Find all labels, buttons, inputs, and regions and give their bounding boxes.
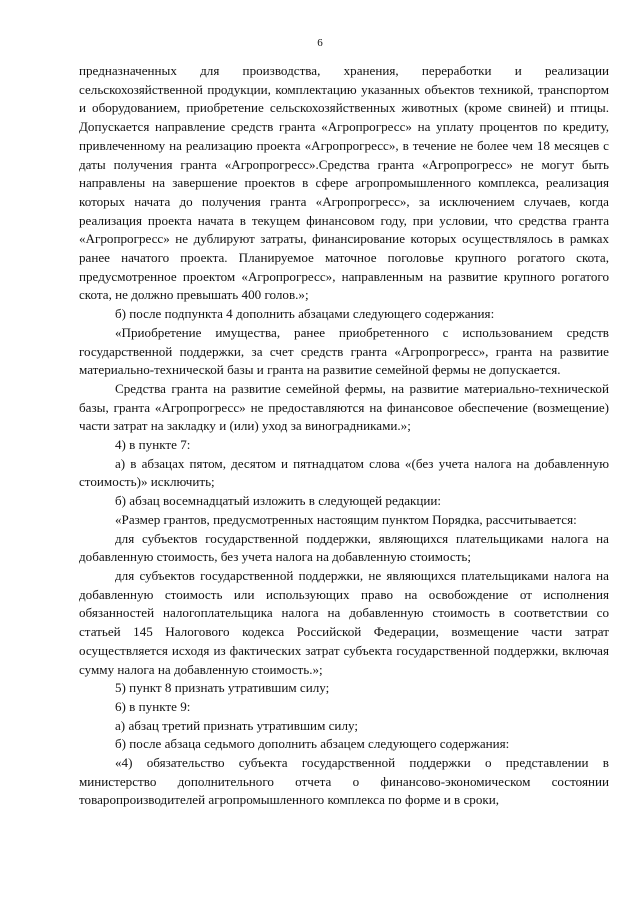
paragraph: б) после подпункта 4 дополнить абзацами следующего содержания: [115, 306, 495, 322]
paragraph: для субъектов государственной поддержки, являющихся плательщиками налога на добавленную стоимость, без учета налога на добавленную стоимость; [79, 530, 609, 565]
paragraph: 5) пункт 8 признать утратившим силу; [115, 680, 330, 696]
paragraph: «Размер грантов, предусмотренных настоящим пунктом Порядка, рассчитывается: [115, 511, 577, 527]
paragraph: б) абзац восемнадцатый изложить в следующей редакции: [115, 493, 442, 509]
paragraph: б) после абзаца седьмого дополнить абзацем следующего содержания: [115, 736, 510, 752]
paragraph: Средства гранта на развитие семейной фермы, на развитие материально-технической базы, гранта «Агропрогресс» не предоставляются на финансовое обеспечение (возмещение) части затрат на закладку и (или) уход за виноградниками.»; [79, 380, 609, 434]
paragraph: 6) в пункте 9: [115, 698, 191, 714]
paragraph: «Приобретение имущества, ранее приобретенного с использованием средств государственной поддержки, за счет средств гранта «Агропрогресс», гранта на развитие материально-технической базы и гранта на развитие семейной фермы не допускается. [79, 324, 609, 378]
page-number: 6 [317, 37, 323, 49]
paragraph: для субъектов государственной поддержки, не являющихся плательщиками налога на добавленную стоимость или использующих право на освобождение от исполнения обязанностей налогоплательщика налога на добавленную стоимость в соответствии со статьей 145 Налогового кодекса Российской Федерации, возмещение части затрат осуществляется исходя из фактических затрат субъекта государственной поддержки, включая сумму налога на добавленную стоимость.»; [79, 567, 609, 677]
paragraph: «4) обязательство субъекта государственной поддержки о представлении в министерство дополнительного отчета о финансово-экономическом состоянии товаропроизводителей агропромышленного комплекса по форме и в сроки, [79, 755, 609, 808]
paragraph: предназначенных для производства, хранения, переработки и реализации сельскохозяйственной продукции, комплектацию указанных объектов техникой, транспортом и оборудованием, приобретение сельскохозяйственных животных (кроме свиней) и птицы. Допускается направление средств гранта «Агропрогресс» на уплату процентов по кредиту, привлеченному на реализацию проекта «Агропрогресс», в течение не более чем 18 месяцев с даты получения гранта «Агропрогресс».Средства гранта «Агропрогресс» не могут быть направлены на завершение проектов в сфере агропромышленного комплекса, реализация которых начата до получения гранта «Агропрогресс», за исключением случаев, когда реализация проекта начата в текущем финансовом году, при условии, что средства гранта «Агропрогресс» не дублируют затраты, финансирование которых осуществлялось в рамках ранее начатого проекта. Планируемое маточное поголовье крупного рогатого скота, предусмотренное проектом «Агропрогресс», направленным на развитие крупного рогатого скота, не должно превышать 400 голов.»; [79, 63, 609, 303]
paragraph: а) абзац третий признать утратившим силу; [115, 717, 358, 733]
paragraph: а) в абзацах пятом, десятом и пятнадцатом слова «(без учета налога на добавленную стоимость)» исключить; [79, 455, 609, 490]
document-body [79, 62, 609, 810]
paragraph: 4) в пункте 7: [115, 437, 191, 453]
